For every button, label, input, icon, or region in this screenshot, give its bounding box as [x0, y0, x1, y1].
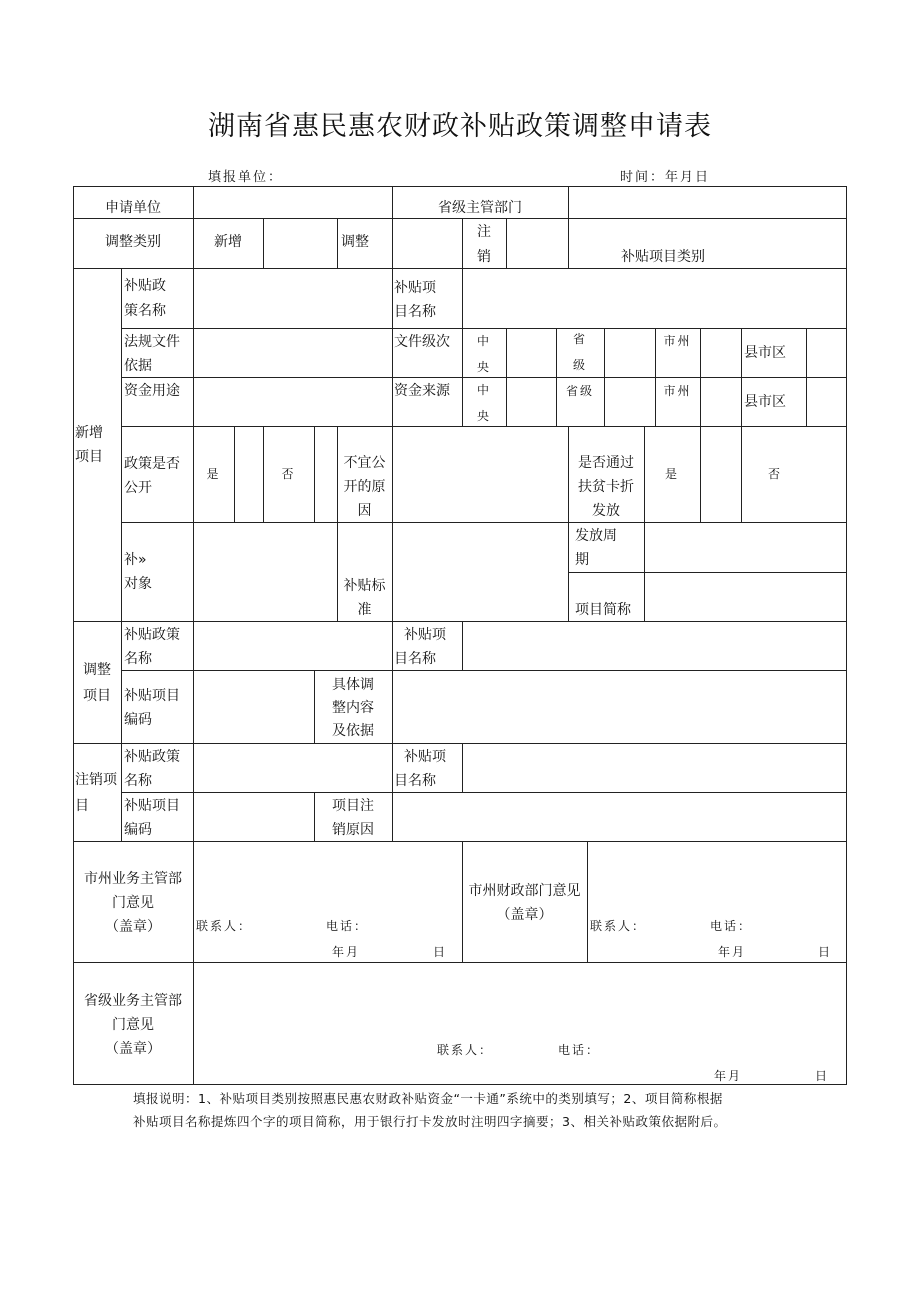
col-line [392, 743, 393, 792]
public-label-1: 政策是否 [124, 456, 180, 472]
abbr-label: 项目简称 [575, 602, 631, 618]
city-fin-ym: 年月 [718, 945, 747, 959]
target-label-1: 补» [124, 552, 147, 568]
central-label-2: 央 [476, 360, 491, 374]
prov-biz-phone: 电话： [558, 1043, 601, 1057]
reason-label-3: 因 [357, 503, 372, 519]
adjust-section-label-2: 项目 [83, 688, 111, 704]
category-label: 补贴项目类别 [621, 249, 705, 265]
row-line [73, 621, 847, 622]
cancel-project-name-1: 补贴项 [404, 749, 446, 765]
table-border-right [846, 186, 847, 1085]
adjust-content-3: 及依据 [332, 723, 374, 739]
col-line [604, 328, 605, 426]
law-basis-label-2: 依据 [124, 358, 152, 374]
project-name-label-2: 目名称 [394, 304, 436, 320]
cancel-section-label-2: 目 [75, 798, 89, 814]
row-line [121, 792, 847, 793]
prov-biz-day: 日 [815, 1069, 830, 1083]
city-biz-opinion-2: 门意见 [112, 895, 154, 911]
col-line [392, 792, 393, 841]
prov-biz-ym: 年月 [714, 1069, 743, 1083]
row-line [73, 841, 847, 842]
row-line [121, 670, 847, 671]
adjust-project-name-2: 目名称 [394, 651, 436, 667]
city-biz-phone: 电话： [326, 919, 369, 933]
col-line [462, 743, 463, 792]
adjust-policy-name-2: 名称 [124, 651, 152, 667]
standard-label-2: 准 [357, 602, 372, 618]
table-border-left [73, 186, 74, 1085]
reason-label-2: 开的原 [343, 479, 386, 495]
city-biz-day: 日 [433, 945, 448, 959]
col-line [193, 186, 194, 268]
col-line [193, 841, 194, 1084]
cancel-project-name-2: 目名称 [394, 773, 436, 789]
province-label-2: 级 [572, 358, 587, 372]
adjust-code-2: 编码 [124, 712, 152, 728]
policy-name-label-2: 策名称 [124, 303, 166, 319]
central-label-1: 中 [476, 334, 491, 348]
prov-biz-contact: 联系人： [437, 1043, 494, 1057]
central2-label-1: 中 [476, 383, 491, 397]
col-line [700, 426, 701, 522]
col-line [263, 218, 264, 268]
prov-biz-opinion-2: 门意见 [112, 1017, 154, 1033]
row-line [121, 522, 847, 523]
col-line [462, 621, 463, 670]
public-label-2: 公开 [124, 480, 152, 496]
target-label-2: 对象 [124, 576, 152, 592]
col-line [314, 426, 315, 522]
adjust-type-label: 调整类别 [105, 234, 161, 250]
city-biz-opinion-1: 市州业务主管部 [84, 871, 182, 887]
col-line [392, 670, 393, 743]
add-label: 新增 [214, 234, 242, 250]
public-yes-label: 是 [206, 467, 221, 481]
prov-biz-opinion-3: （盖章） [105, 1041, 161, 1057]
cycle-label-2: 期 [575, 552, 589, 568]
city-biz-contact: 联系人： [196, 919, 253, 933]
col-line [806, 328, 807, 426]
fund-use-label: 资金用途 [124, 383, 180, 399]
col-line [587, 841, 588, 962]
poverty-card-label-2: 扶贫卡折 [578, 479, 634, 495]
city-fin-day: 日 [818, 945, 833, 959]
col-line [392, 268, 393, 622]
row-line [73, 743, 847, 744]
provincial-dept-label: 省级主管部门 [438, 200, 522, 216]
fund-source-label: 资金来源 [394, 383, 450, 399]
poverty-no-label: 否 [767, 467, 782, 481]
col-line [121, 268, 122, 841]
standard-label-1: 补贴标 [343, 578, 386, 594]
city-fin-opinion-1: 市州财政部门意见 [468, 883, 581, 899]
col-line [462, 268, 463, 328]
province-label-1: 省 [572, 332, 587, 346]
new-section-label-2: 项目 [75, 449, 103, 465]
col-line [193, 268, 194, 622]
poverty-card-label-3: 发放 [592, 503, 620, 519]
applicant-label: 申请单位 [105, 200, 161, 216]
adjust-project-name-1: 补贴项 [404, 627, 446, 643]
col-line [193, 743, 194, 841]
cycle-label-1: 发放周 [575, 528, 617, 544]
cancel-reason-2: 销原因 [332, 822, 374, 838]
county2-label: 县市区 [744, 394, 786, 410]
col-line [234, 426, 235, 522]
adjust-section-label-1: 调整 [83, 662, 111, 678]
cancel-code-2: 编码 [124, 822, 152, 838]
cancel-label-1: 注 [477, 224, 491, 240]
col-line [644, 426, 645, 622]
city-fin-phone: 电话： [710, 919, 753, 933]
adjust-code-1: 补贴项目 [124, 688, 180, 704]
public-no-label: 否 [281, 467, 296, 481]
city-label: 市州 [663, 334, 692, 348]
note-line-2: 补贴项目名称提炼四个字的项目简称，用于银行打卡发放时注明四字摘要；3、相关补贴政策依据附后。 [133, 1114, 727, 1129]
cancel-section-label-1: 注销项 [75, 772, 117, 788]
col-line [506, 218, 507, 268]
adjust-label: 调整 [341, 234, 369, 250]
city-biz-ym: 年月 [332, 945, 361, 959]
city2-label: 市州 [663, 384, 692, 398]
cancel-reason-1: 项目注 [332, 798, 374, 814]
col-line [506, 328, 507, 426]
city-biz-opinion-3: （盖章） [105, 919, 161, 935]
cancel-policy-name-1: 补贴政策 [124, 749, 180, 765]
adjust-content-2: 整内容 [332, 700, 374, 716]
time-label: 时间：年月日 [620, 170, 711, 185]
col-line [392, 621, 393, 670]
cancel-label-2: 销 [477, 249, 491, 265]
col-line [193, 621, 194, 743]
new-section-label-1: 新增 [75, 425, 103, 441]
cancel-code-1: 补贴项目 [124, 798, 180, 814]
row-line [568, 572, 847, 573]
poverty-card-label-1: 是否通过 [578, 455, 634, 471]
project-name-label-1: 补贴项 [394, 280, 436, 296]
province2-label: 省级 [565, 384, 594, 398]
unit-label: 填报单位： [208, 170, 284, 185]
county-label: 县市区 [744, 345, 786, 361]
adjust-content-1: 具体调 [332, 677, 374, 693]
table-border-top [73, 186, 847, 187]
adjust-policy-name-1: 补贴政策 [124, 627, 180, 643]
note-line-1: 填报说明：1、补贴项目类别按照惠民惠农财政补贴资金“一卡通”系统中的类别填写；2、项目简称根据 [133, 1091, 723, 1106]
col-line [700, 328, 701, 426]
cancel-policy-name-2: 名称 [124, 773, 152, 789]
poverty-yes-label: 是 [664, 467, 679, 481]
page-title: 湖南省惠民惠农财政补贴政策调整申请表 [208, 111, 712, 142]
policy-name-label-1: 补贴政 [124, 278, 166, 294]
reason-label-1: 不宜公 [343, 455, 386, 471]
city-fin-contact: 联系人： [590, 919, 647, 933]
law-basis-label-1: 法规文件 [124, 334, 180, 350]
prov-biz-opinion-1: 省级业务主管部 [84, 993, 182, 1009]
doc-level-label: 文件级次 [394, 334, 450, 350]
central2-label-2: 央 [476, 409, 491, 423]
city-fin-opinion-2: （盖章） [496, 907, 553, 923]
